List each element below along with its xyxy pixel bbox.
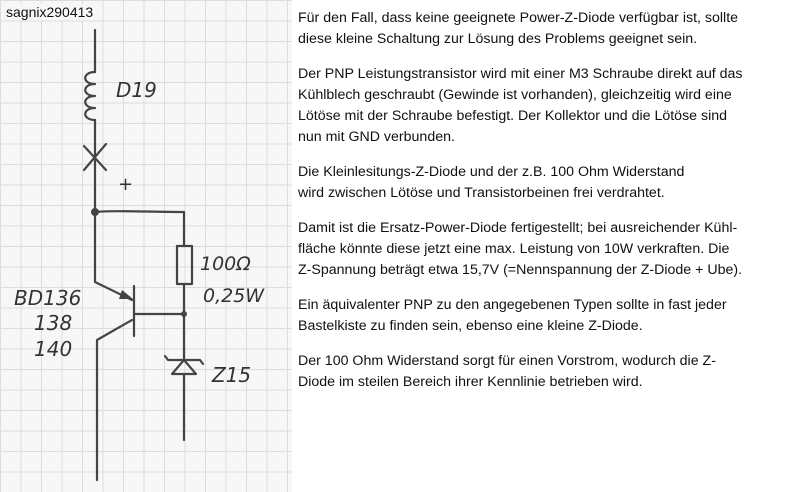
paragraph [298, 64, 794, 148]
paragraph [298, 162, 794, 204]
paragraph [298, 218, 794, 281]
junction-dot-top [91, 208, 99, 216]
text-line: Lötöse mit der Schraube befestigt. Der Kollektor und die Lötöse sind [298, 108, 728, 124]
circuit-drawing [0, 0, 292, 492]
label-resistor-power: 0,25W [203, 285, 265, 307]
label-transistor-3: 140 [34, 337, 73, 361]
paragraph [298, 8, 794, 50]
wire-emitter [95, 212, 132, 300]
resistor-body [177, 246, 192, 284]
wire-collector [97, 320, 132, 480]
sketch-id-label: sagnix290413 [6, 4, 94, 20]
junction-dot-base [181, 311, 187, 317]
text-line: Z-Spannung beträgt etwa 15,7V (=Nennspannung der Z-Diode + Ube). [298, 262, 743, 278]
text-line: Ein äquivalenter PNP zu den angegebenen Typen sollte in fast jeder [298, 297, 727, 313]
text-line: Bastelkiste zu finden sein, ebenso eine kleine Z-Diode. [298, 318, 643, 334]
text-line: Der PNP Leistungstransistor wird mit einer M3 Schraube direkt auf das [298, 66, 743, 82]
coil-d19 [85, 72, 95, 120]
description-text [298, 8, 794, 407]
schematic-sketch [0, 0, 292, 492]
label-resistor-value: 100Ω [200, 253, 251, 275]
paragraph [298, 295, 794, 337]
text-line: Diode im steilen Bereich ihrer Kennlinie betrieben wird. [298, 374, 643, 390]
label-transistor-2: 138 [34, 311, 73, 335]
text-line: nun mit GND verbunden. [298, 129, 455, 145]
wire-node-right [95, 211, 184, 246]
text-line: Die Kleinlesitungs-Z-Diode und der z.B. 100 Ohm Widerstand [298, 164, 685, 180]
text-line: Der 100 Ohm Widerstand sorgt für einen Vorstrom, wodurch die Z- [298, 353, 716, 369]
label-transistor-1: BD136 [14, 286, 82, 310]
text-line: diese kleine Schaltung zur Lösung des Problems geeignet sein. [298, 31, 698, 47]
text-line: Kühlblech geschraubt (Gewinde ist vorhanden), gleichzeitig wird eine [298, 87, 732, 103]
label-plus: + [118, 174, 134, 195]
text-line: wird zwischen Lötöse und Transistorbeinen frei verdrahtet. [298, 185, 665, 201]
label-d19: D19 [116, 78, 157, 102]
text-line: fläche könnte diese jetzt eine max. Leistung von 10W verkraften. Die [298, 241, 730, 257]
paragraph [298, 351, 794, 393]
text-line: Damit ist die Ersatz-Power-Diode fertigestellt; bei ausreichender Kühl- [298, 220, 738, 236]
text-line: Für den Fall, dass keine geeignete Power-Z-Diode verfügbar ist, sollte [298, 10, 739, 26]
label-zener: Z15 [212, 363, 252, 387]
emitter-arrow [119, 290, 133, 299]
